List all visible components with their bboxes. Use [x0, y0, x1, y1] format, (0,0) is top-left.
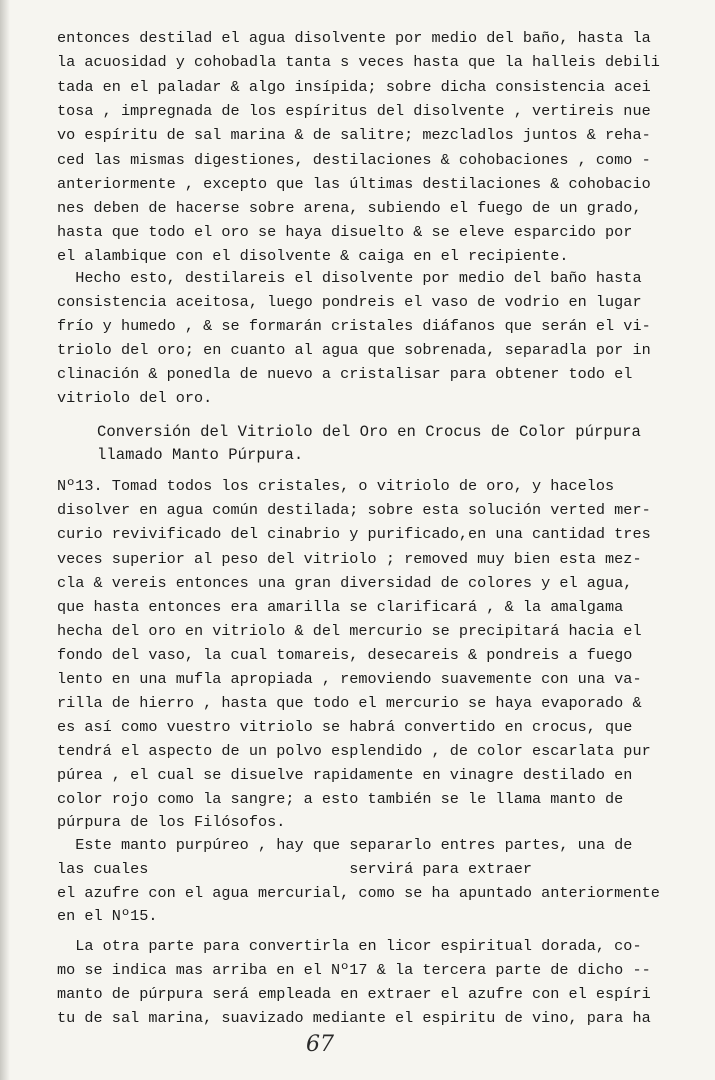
text-line: hasta que todo el oro se haya disuelto & se eleve esparcido por [57, 223, 633, 241]
text-line: es así como vuestro vitriolo se habrá convertido en crocus, que [57, 718, 633, 736]
section-heading-line: llamado Manto Púrpura. [97, 446, 304, 464]
text-line: las cuales servirá para extraer [57, 860, 532, 878]
text-line: ced las mismas digestiones, destilaciones & cohobaciones , como - [57, 151, 651, 169]
text-line: mo se indica mas arriba en el Nº17 & la tercera parte de dicho -- [57, 961, 651, 979]
text-line: Hecho esto, destilareis el disolvente por medio del baño hasta [57, 269, 642, 287]
text-line: tosa , impregnada de los espíritus del disolvente , vertireis nue [57, 102, 651, 120]
text-line: Nº13. Tomad todos los cristales, o vitriolo de oro, y hacelos [57, 477, 615, 495]
text-line: anteriormente , excepto que las últimas destilaciones & cohobacio [57, 175, 651, 193]
page-number: 67 [306, 1032, 334, 1057]
text-line: tu de sal marina, suavizado mediante el espiritu de vino, para ha [57, 1009, 651, 1027]
text-line: el azufre con el agua mercurial, como se ha apuntado anteriormente [57, 884, 660, 902]
text-line: color rojo como la sangre; a esto también se le llama manto de [57, 790, 624, 808]
text-line: hecha del oro en vitriolo & del mercurio se precipitará hacia el [57, 622, 642, 640]
text-line: cla & vereis entonces una gran diversidad de colores y el agua, [57, 574, 633, 592]
text-line: vo espíritu de sal marina & de salitre; mezcladlos juntos & reha- [57, 126, 651, 144]
text-line: nes deben de hacerse sobre arena, subiendo el fuego de un grado, [57, 199, 642, 217]
text-line: el alambique con el disolvente & caiga en el recipiente. [57, 247, 569, 265]
page-edge-shadow [0, 0, 10, 1080]
text-line: la acuosidad y cohobadla tanta s veces hasta que la halleis debili [57, 53, 660, 71]
text-line: manto de púrpura será empleada en extraer el azufre con el espíri [57, 985, 651, 1003]
text-line: tada en el paladar & algo insípida; sobre dicha consistencia acei [57, 78, 651, 96]
text-line: triolo del oro; en cuanto al agua que sobrenada, separadla por in [57, 341, 651, 359]
text-line: fondo del vaso, la cual tomareis, desecareis & pondreis a fuego [57, 646, 633, 664]
text-line: disolver en agua común destilada; sobre esta solución verted mer- [57, 501, 651, 519]
text-line: que hasta entonces era amarilla se clarificará , & la amalgama [57, 598, 624, 616]
text-line: veces superior al peso del vitriolo ; removed muy bien esta mez- [57, 550, 642, 568]
text-line: entonces destilad el agua disolvente por medio del baño, hasta la [57, 29, 651, 47]
text-line: consistencia aceitosa, luego pondreis el vaso de vodrio en lugar [57, 293, 642, 311]
text-line: frío y humedo , & se formarán cristales diáfanos que serán el vi- [57, 317, 651, 335]
text-line: rilla de hierro , hasta que todo el mercurio se haya evaporado & [57, 694, 642, 712]
text-line: vitriolo del oro. [57, 389, 213, 407]
text-line: púrea , el cual se disuelve rapidamente en vinagre destilado en [57, 766, 633, 784]
text-line: en el Nº15. [57, 907, 158, 925]
text-line: lento en una mufla apropiada , removiendo suavemente con una va- [57, 670, 642, 688]
text-line: tendrá el aspecto de un polvo esplendido , de color escarlata pur [57, 742, 651, 760]
section-heading-line: Conversión del Vitriolo del Oro en Crocus de Color púrpura [97, 423, 641, 441]
text-line: clinación & ponedla de nuevo a cristalisar para obtener todo el [57, 365, 633, 383]
text-line: Este manto purpúreo , hay que separarlo entres partes, una de [57, 836, 633, 854]
text-line: curio revivificado del cinabrio y purificado,en una cantidad tres [57, 525, 651, 543]
text-line: La otra parte para convertirla en licor espiritual dorada, co- [57, 937, 642, 955]
text-line: púrpura de los Filósofos. [57, 813, 286, 831]
